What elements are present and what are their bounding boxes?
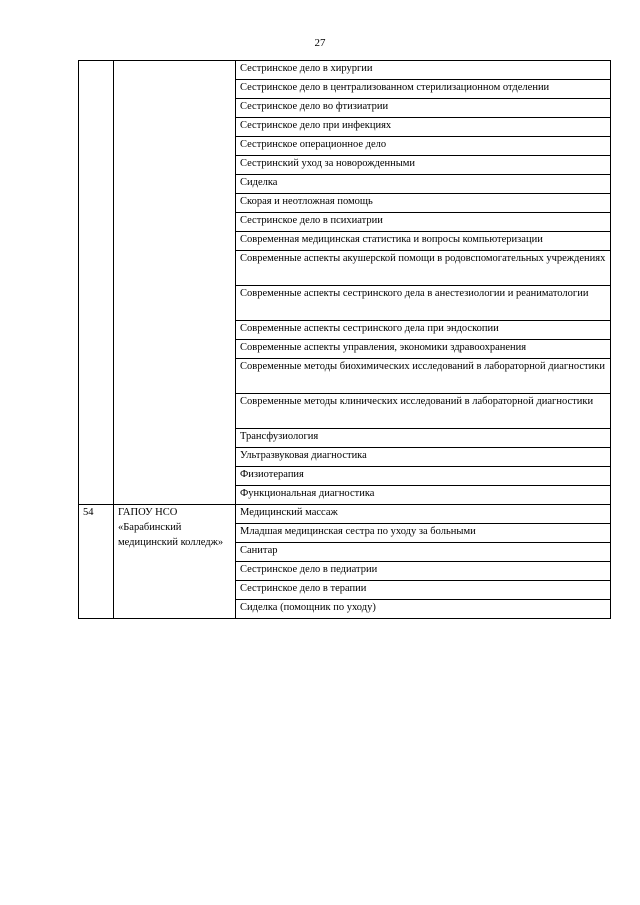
program-cell: Сестринское дело при инфекциях [236, 118, 611, 137]
table-row [79, 61, 611, 80]
program-cell: Современные аспекты акушерской помощи в родовспомогательных учреждениях [236, 251, 611, 286]
program-cell: Скорая и неотложная помощь [236, 194, 611, 213]
program-cell: Современные аспекты сестринского дела в анестезиологии и реаниматологии [236, 286, 611, 321]
program-cell: Сестринский уход за новорожденными [236, 156, 611, 175]
page-number: 27 [314, 37, 326, 49]
program-cell: Сестринское операционное дело [236, 137, 611, 156]
program-cell: Трансфузиология [236, 429, 611, 448]
program-cell: Современные аспекты сестринского дела при эндоскопии [236, 321, 611, 340]
program-cell: Сестринское дело в терапии [236, 581, 611, 600]
program-cell: Младшая медицинская сестра по уходу за больными [236, 524, 611, 543]
program-cell: Современные аспекты управления, экономики здравоохранения [236, 340, 611, 359]
programs-table [78, 60, 611, 619]
program-cell: Современные методы клинических исследований в лабораторной диагностики [236, 394, 611, 429]
row-number-cell: 54 [79, 505, 114, 619]
program-cell: Сестринское дело в хирургии [236, 61, 611, 80]
program-cell: Сестринское дело в педиатрии [236, 562, 611, 581]
program-cell: Сестринское дело во фтизиатрии [236, 99, 611, 118]
organization-cell [114, 61, 236, 505]
program-cell: Сестринское дело в централизованном стерилизационном отделении [236, 80, 611, 99]
program-cell: Сестринское дело в психиатрии [236, 213, 611, 232]
program-cell: Ультразвуковая диагностика [236, 448, 611, 467]
program-cell: Функциональная диагностика [236, 486, 611, 505]
organization-cell: ГАПОУ НСО «Барабинский медицинский колледж» [114, 505, 236, 619]
row-number-cell [79, 61, 114, 505]
program-cell: Современные методы биохимических исследований в лабораторной диагностики [236, 359, 611, 394]
program-cell: Медицинский массаж [236, 505, 611, 524]
program-cell: Сиделка (помощник по уходу) [236, 600, 611, 619]
table-row [79, 505, 611, 524]
program-cell: Сиделка [236, 175, 611, 194]
program-cell: Физиотерапия [236, 467, 611, 486]
program-cell: Современная медицинская статистика и вопросы компьютеризации [236, 232, 611, 251]
program-cell: Санитар [236, 543, 611, 562]
